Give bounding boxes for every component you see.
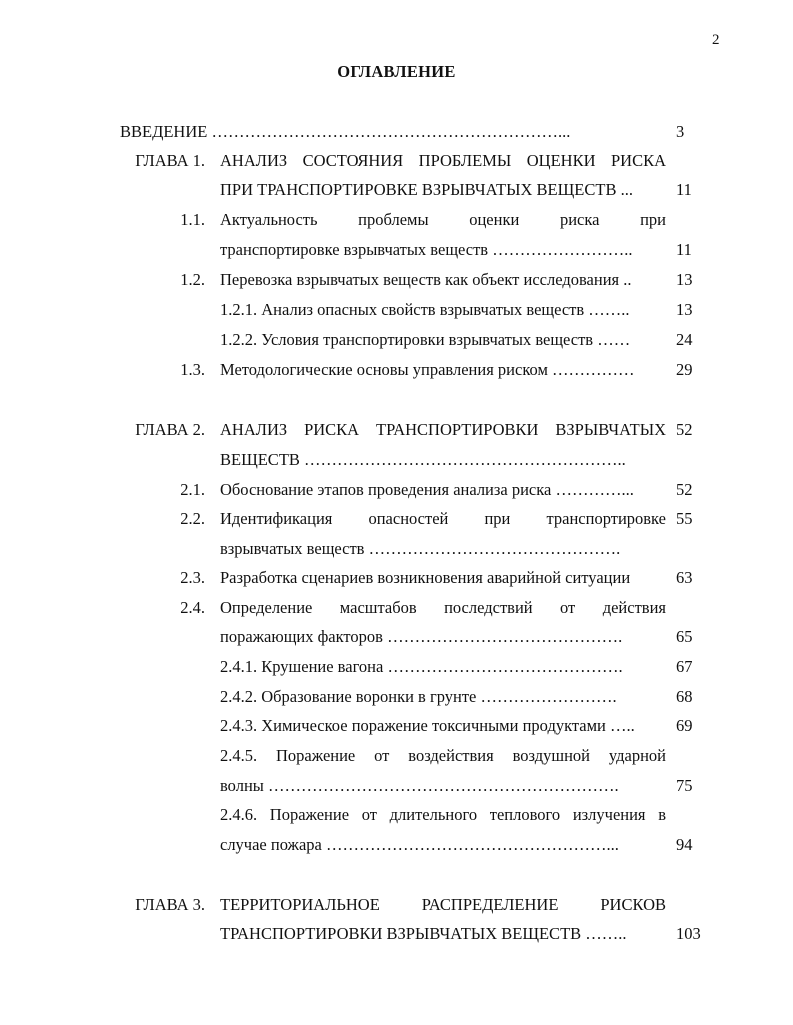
page-title: ОГЛАВЛЕНИЕ <box>337 62 456 81</box>
toc-entry-text: 2.4.1. Крушение вагона ……………………………………. <box>220 657 623 676</box>
toc-entry-line <box>0 894 793 916</box>
toc-page-number: 67 <box>676 657 693 676</box>
toc-entry-text: волны ………………………………………………………. <box>220 776 619 795</box>
toc-entry-text: 2.4.2. Образование воронки в грунте ……………………. <box>220 687 617 706</box>
toc-entry-text: поражающих факторов ……………………………………. <box>220 627 623 646</box>
toc-entry-line <box>0 419 793 441</box>
toc-entry-text: транспортировке взрывчатых веществ …………………….. <box>220 240 633 259</box>
toc-entry-line <box>0 329 793 351</box>
toc-page-number: 63 <box>676 568 693 587</box>
toc-entry-text: Идентификация опасностей при транспортировке <box>220 509 666 528</box>
toc-entry-line <box>0 209 793 231</box>
toc-entry-text: Методологические основы управления риском …………… <box>220 360 635 379</box>
toc-entry-line <box>0 686 793 708</box>
toc-page-number: 52 <box>676 480 693 499</box>
toc-entry-text: Определение масштабов последствий от действия <box>220 598 666 617</box>
toc-entry-line <box>0 923 793 945</box>
toc-page-number: 24 <box>676 330 693 349</box>
toc-entry-line <box>0 715 793 737</box>
toc-entry-number: 1.1. <box>180 210 205 229</box>
toc-entry-text: АНАЛИЗ РИСКА ТРАНСПОРТИРОВКИ ВЗРЫВЧАТЫХ <box>220 420 666 439</box>
toc-entry-text: Разработка сценариев возникновения аварийной ситуации <box>220 568 631 587</box>
toc-entry-number: ГЛАВА 1. <box>135 151 205 170</box>
toc-entry-line <box>0 239 793 261</box>
toc-entry-line <box>0 179 793 201</box>
toc-entry-number: ГЛАВА 3. <box>135 895 205 914</box>
toc-entry-number: 1.2. <box>180 270 205 289</box>
toc-entry-text: Обоснование этапов проведения анализа риска …………... <box>220 480 634 499</box>
toc-entry-number: 2.1. <box>180 480 205 499</box>
toc-entry-text: ТРАНСПОРТИРОВКИ ВЗРЫВЧАТЫХ ВЕЩЕСТВ …….. <box>220 924 627 943</box>
toc-entry-text: ПРИ ТРАНСПОРТИРОВКЕ ВЗРЫВЧАТЫХ ВЕЩЕСТВ ... <box>220 180 633 199</box>
toc-entry-text: 1.2.1. Анализ опасных свойств взрывчатых веществ …….. <box>220 300 630 319</box>
toc-entry-line <box>0 299 793 321</box>
toc-page-number: 75 <box>676 776 693 795</box>
toc-entry-line <box>0 121 793 143</box>
toc-entry-text: Перевозка взрывчатых веществ как объект исследования .. <box>220 270 632 289</box>
toc-entry-number: 2.3. <box>180 568 205 587</box>
toc-entry-line <box>0 656 793 678</box>
toc-page-number: 55 <box>676 509 693 528</box>
toc-entry-line <box>0 775 793 797</box>
toc-page-number: 68 <box>676 687 693 706</box>
toc-entry-line <box>0 597 793 619</box>
toc-page-number: 52 <box>676 420 693 439</box>
toc-entry-line <box>0 449 793 471</box>
toc-page-number: 29 <box>676 360 693 379</box>
toc-entry-text: ТЕРРИТОРИАЛЬНОЕ РАСПРЕДЕЛЕНИЕ РИСКОВ <box>220 895 666 914</box>
toc-entry-text: 2.4.3. Химическое поражение токсичными продуктами ….. <box>220 716 635 735</box>
toc-page-number: 3 <box>676 122 685 141</box>
toc-page-number: 103 <box>676 924 701 943</box>
toc-entry-line <box>0 150 793 172</box>
toc-page-number: 13 <box>676 300 693 319</box>
toc-page-number: 65 <box>676 627 693 646</box>
toc-page-number: 13 <box>676 270 693 289</box>
toc-entry-text: ВЕЩЕСТВ ………………………………………………….. <box>220 450 626 469</box>
toc-entry-text: взрывчатых веществ ………………………………………. <box>220 539 621 558</box>
toc-entry-text: 2.4.6. Поражение от длительного теплового излучения в <box>220 805 666 824</box>
toc-entry-number: 1.3. <box>180 360 205 379</box>
toc-entry-number: ГЛАВА 2. <box>135 420 205 439</box>
toc-entry-text: 2.4.5. Поражение от воздействия воздушной ударной <box>220 746 666 765</box>
page-number: 2 <box>712 32 720 48</box>
toc-page-number: 69 <box>676 716 693 735</box>
toc-entry-line <box>0 626 793 648</box>
toc-page-number: 11 <box>676 180 692 199</box>
toc-entry-line <box>0 567 793 589</box>
toc-entry-line <box>0 834 793 856</box>
toc-entry-number: 2.2. <box>180 509 205 528</box>
toc-entry-line <box>0 745 793 767</box>
toc-entry-text: случае пожара ……………………………………………... <box>220 835 619 854</box>
toc-entry-text: АНАЛИЗ СОСТОЯНИЯ ПРОБЛЕМЫ ОЦЕНКИ РИСКА <box>220 151 666 170</box>
toc-entry-number: 2.4. <box>180 598 205 617</box>
toc-entry-text: ВВЕДЕНИЕ ………………………………………………………... <box>120 122 571 141</box>
toc-entry-line <box>0 508 793 530</box>
toc-page-number: 11 <box>676 240 692 259</box>
toc-entry-text: Актуальность проблемы оценки риска при <box>220 210 666 229</box>
toc-entry-line <box>0 359 793 381</box>
toc-entry-line <box>0 538 793 560</box>
toc-entry-line <box>0 479 793 501</box>
toc-entry-text: 1.2.2. Условия транспортировки взрывчатых веществ …… <box>220 330 631 349</box>
toc-entry-line <box>0 269 793 291</box>
toc-entry-line <box>0 804 793 826</box>
toc-page-number: 94 <box>676 835 693 854</box>
